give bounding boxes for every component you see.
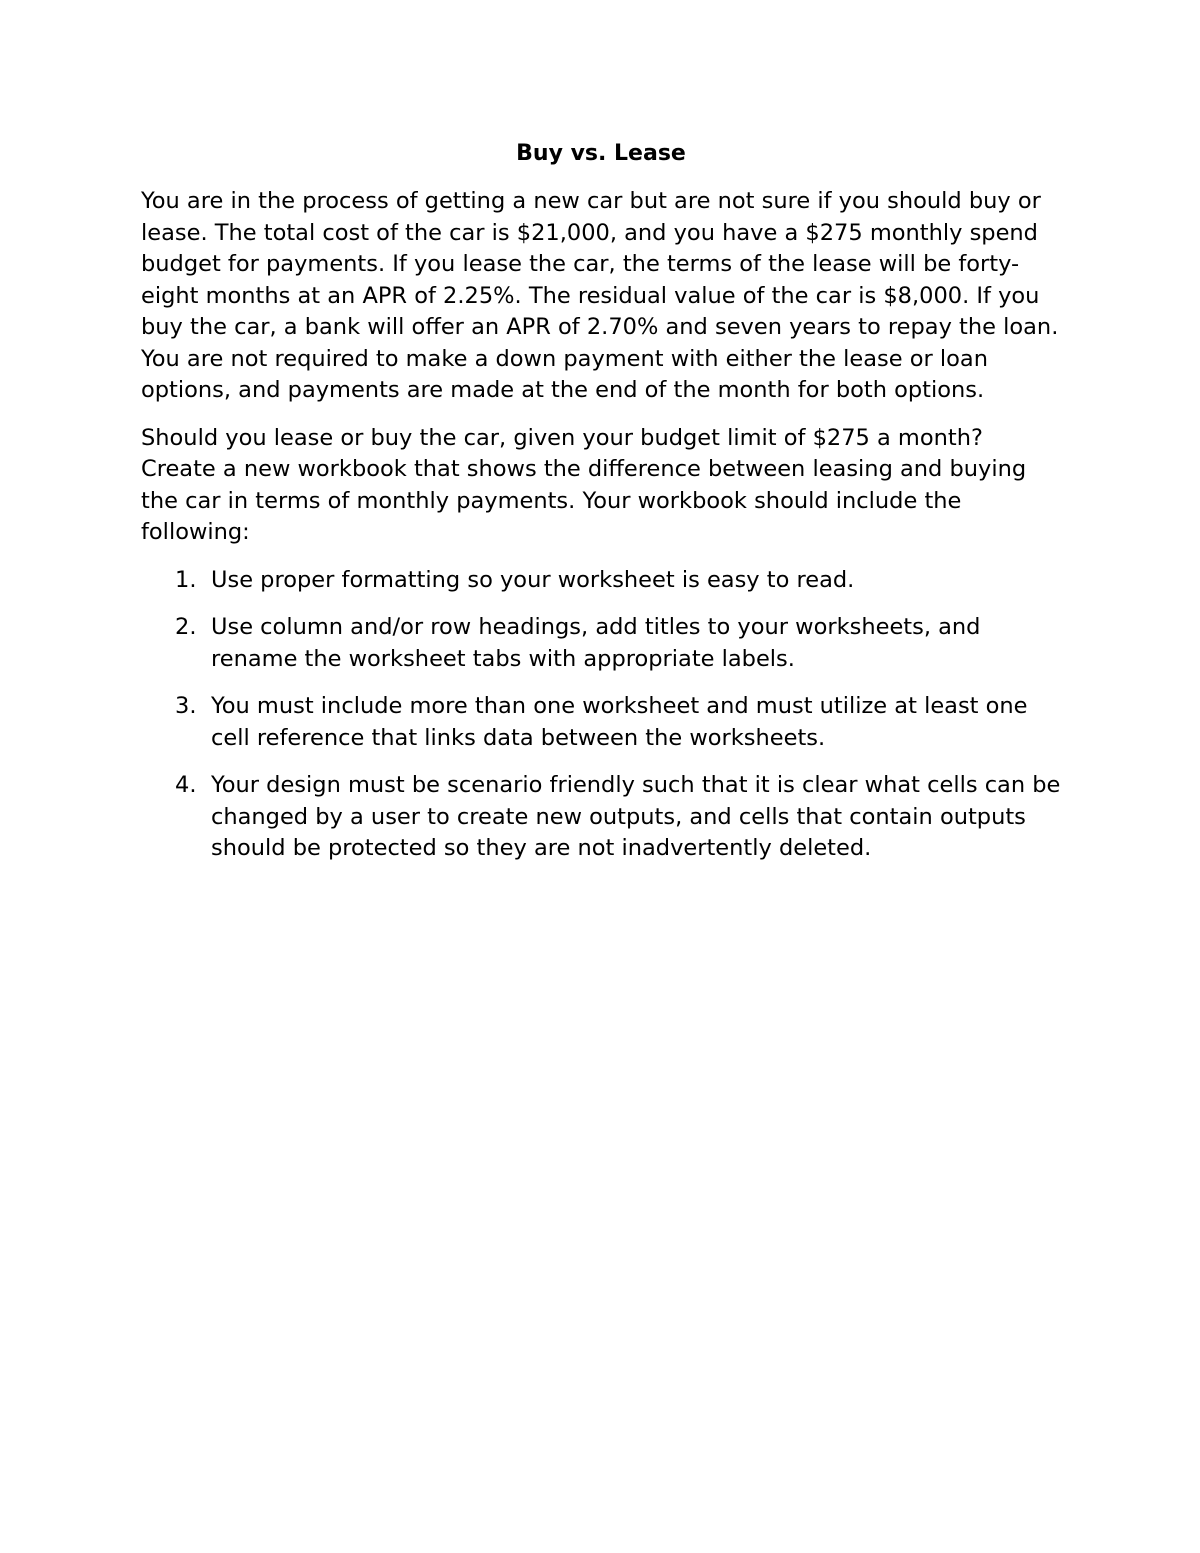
document-page — [141, 138, 1061, 881]
document-title: Buy vs. Lease — [516, 141, 686, 166]
list-item — [141, 565, 1061, 597]
requirements-list — [141, 565, 1061, 865]
list-item-number: 4. — [175, 772, 197, 798]
list-item — [141, 770, 1061, 865]
list-item — [141, 691, 1061, 754]
list-item — [141, 612, 1061, 675]
list-item-text: Use proper formatting so your worksheet is easy to read. — [211, 566, 855, 593]
intro-paragraph: You are in the process of getting a new car but are not sure if you should buy or lease. The total cost of the car is $21,000, and you have a $275 monthly spend budget for payments. If you lease the car, the terms of the lease will be forty-eight months at an APR of 2.25%. The residual value of the car is $8,000. If you buy the car, a bank will offer an APR of 2.70% and seven years to repay the loan. You are not required to make a down payment with either the lease or loan options, and payments are made at the end of the month for both options. — [141, 188, 1059, 403]
list-item-number: 2. — [175, 614, 197, 640]
list-item-number: 3. — [175, 693, 197, 719]
list-item-number: 1. — [175, 566, 197, 593]
list-item-text: Use column and/or row headings, add titles to your worksheets, and rename the worksheet tabs with appropriate labels. — [211, 614, 981, 672]
list-item-text: You must include more than one worksheet and must utilize at least one cell reference that links data between the worksheets. — [211, 693, 1028, 751]
question-paragraph: Should you lease or buy the car, given your budget limit of $275 a month? Create a new workbook that shows the difference between leasing and buying the car in terms of monthly payments. Your workbook should include the following: — [141, 424, 1027, 545]
list-item-text: Your design must be scenario friendly such that it is clear what cells can be changed by a user to create new outputs, and cells that contain outputs should be protected so they are not inadvertently deleted. — [211, 772, 1061, 861]
